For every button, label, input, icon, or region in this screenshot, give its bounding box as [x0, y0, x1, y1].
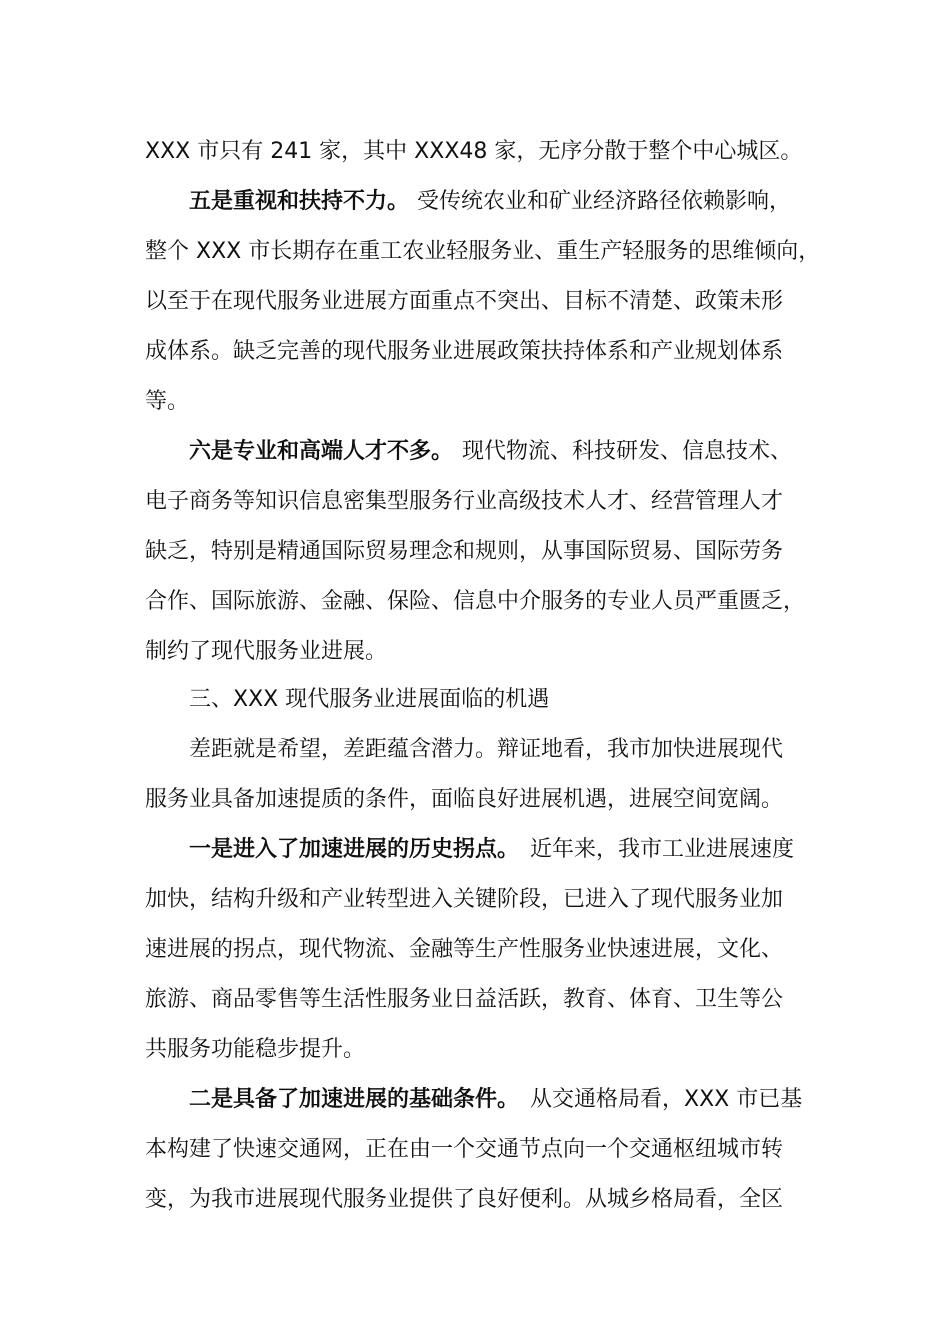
- text-line: [0, 335, 950, 369]
- text-segment: 本构建了快速交通网，正在由一个交通节点向一个交通枢纽城市转: [145, 1137, 784, 1162]
- text-line: [0, 1033, 950, 1067]
- text-segment: 差距就是希望，差距蕴含潜力。辩证地看，我市加快进展现代: [189, 737, 784, 762]
- text-line: [0, 385, 950, 419]
- text-segment: 变，为我市进展现代服务业提供了良好便利。从城乡格局看，全区: [145, 1187, 784, 1212]
- text-segment: 制约了现代服务业进展。: [145, 639, 388, 664]
- section-heading: [0, 683, 950, 717]
- text-segment: 旅游、商品零售等生活性服务业日益活跃，教育、体育、卫生等公: [145, 987, 784, 1012]
- text-segment: 电子商务等知识信息密集型服务行业高级技术人才、经营管理人才: [145, 489, 784, 514]
- text-segment: 成体系。缺乏完善的现代服务业进展政策扶持体系和产业规划体系: [145, 339, 784, 364]
- text-line: [0, 1133, 950, 1167]
- text-line: [0, 535, 950, 569]
- text-line: [0, 883, 950, 917]
- text-segment: 合作、国际旅游、金融、保险、信息中介服务的专业人员严重匮乏，: [145, 589, 806, 614]
- paragraph-heading: 六是专业和高端人才不多。: [189, 439, 454, 464]
- text-segment: 受传统农业和矿业经济路径依赖影响，: [417, 189, 792, 214]
- text-segment: 现代物流、科技研发、信息技术、: [462, 439, 793, 464]
- text-line: [0, 135, 950, 169]
- text-line: [0, 983, 950, 1017]
- text-segment: XXX 市只有 241 家，其中 XXX48 家，无序分散于整个中心城区。: [145, 139, 803, 164]
- paragraph-six-start: [0, 435, 950, 469]
- text-line: [0, 585, 950, 619]
- text-segment: 以至于在现代服务业进展方面重点不突出、目标不清楚、政策未形: [145, 289, 784, 314]
- text-line: [0, 733, 950, 767]
- text-line: [0, 485, 950, 519]
- text-segment: 加快，结构升级和产业转型进入关键阶段，已进入了现代服务业加: [145, 887, 784, 912]
- paragraph-five-start: [0, 185, 950, 219]
- text-segment: 共服务功能稳步提升。: [145, 1037, 366, 1062]
- text-line: [0, 933, 950, 967]
- paragraph-heading: 二是具备了加速进展的基础条件。: [189, 1087, 520, 1112]
- text-segment: 缺乏，特别是精通国际贸易理念和规则，从事国际贸易、国际劳务: [145, 539, 784, 564]
- text-segment: 服务业具备加速提质的条件，面临良好进展机遇，进展空间宽阔。: [145, 787, 784, 812]
- paragraph-two-start: [0, 1083, 950, 1117]
- text-line: [0, 783, 950, 817]
- text-segment: 速进展的拐点，现代物流、金融等生产性服务业快速进展，文化、: [145, 937, 784, 962]
- paragraph-heading: 一是进入了加速进展的历史拐点。: [189, 837, 520, 862]
- text-line: [0, 235, 950, 269]
- text-segment: 近年来，我市工业进展速度: [530, 837, 795, 862]
- paragraph-heading: 五是重视和扶持不力。: [189, 189, 410, 214]
- text-segment: 等。: [145, 389, 190, 414]
- text-line: [0, 285, 950, 319]
- text-line: [0, 635, 950, 669]
- section-heading-text: 三、XXX 现代服务业进展面临的机遇: [189, 687, 550, 712]
- text-line: [0, 1183, 950, 1217]
- text-segment: 整个 XXX 市长期存在重工农业轻服务业、重生产轻服务的思维倾向，: [145, 239, 821, 264]
- paragraph-one-start: [0, 833, 950, 867]
- text-segment: 从交通格局看，XXX 市已基: [530, 1087, 803, 1112]
